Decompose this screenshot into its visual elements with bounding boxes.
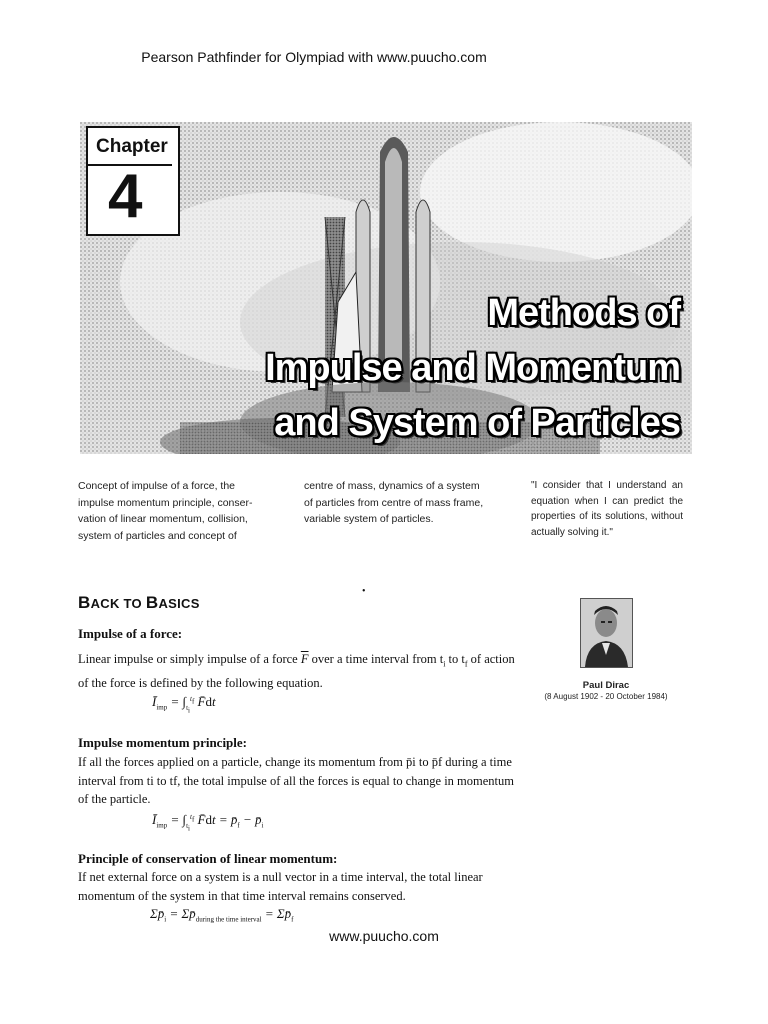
intro-column-2: [304, 478, 518, 528]
chapter-title-line-3: and System of Particles: [274, 402, 680, 444]
impulse-text-2: over a time interval from t: [311, 652, 444, 666]
intro-line: Concept of impulse of a force, the: [78, 480, 236, 492]
section-heading: [78, 593, 200, 613]
chapter-title-line-1: Methods of: [487, 292, 680, 334]
impulse-text-4: of action of the force is defined by the following equation.: [78, 652, 515, 690]
impulse-text: [78, 650, 516, 693]
conservation-heading: Principle of conservation of linear momentum:: [78, 851, 338, 866]
impulse-text-3: to t: [448, 652, 465, 666]
eq-during-subscript: during the time interval: [195, 915, 262, 924]
intro-line: impulse momentum principle, conser-: [78, 496, 253, 509]
stray-mark: •: [362, 586, 366, 597]
intro-line: of particles from centre of mass frame,: [304, 496, 484, 509]
impulse-heading: Impulse of a force:: [78, 626, 183, 641]
chapter-number: 4: [108, 162, 143, 231]
page-footer: www.puucho.com: [329, 928, 439, 944]
intro-line: vation of linear momentum, collision,: [78, 513, 248, 525]
section-heading-cap: B: [78, 593, 91, 612]
chapter-label: Chapter: [96, 136, 168, 157]
force-symbol: $\overline{F}$: [300, 652, 309, 666]
sub-f: f: [464, 659, 468, 669]
intro-line: system of particles and concept of: [78, 529, 237, 542]
chapter-title-line-2: Impulse and Momentum: [265, 347, 680, 389]
chapter-banner: [80, 122, 692, 454]
conservation-equation: $\Sigma p̄_i$ = $\Sigma p̄_{during the time interval}$ = $\Sigma p̄_f$: [150, 906, 294, 924]
section-heading-small: ACK TO: [90, 596, 146, 611]
dirac-quote: "I consider that I understand an equation when I can predict the properties of its solutions, without actually solving it.": [531, 480, 683, 538]
impulse-momentum-text: If all the forces applied on a particle, change its momentum from p̄i to p̄f during a time interval from ti to tf, the total impulse of all the forces is equal to change in momentum of the particle.: [78, 755, 514, 806]
impulse-momentum-equation: $Ī_{imp} = \int_{t_i}^{t_f}$ F̄dt = $p̄_f$ − $p̄_i$: [152, 812, 264, 832]
section-heading-cap: B: [145, 593, 159, 612]
chapter-box: [86, 126, 180, 236]
intro-line: centre of mass, dynamics of a system: [304, 480, 480, 492]
intro-line: variable system of particles.: [304, 513, 434, 525]
impulse-equation: $Ī_{imp} = \int_{t_i}^{t_f}$ F̄dt: [152, 694, 216, 714]
section-heading-small: ASICS: [158, 596, 200, 611]
portrait-dates: (8 August 1902 - 20 October 1984): [544, 692, 668, 701]
dirac-portrait: [580, 598, 633, 668]
conservation-text: If net external force on a system is a null vector in a time interval, the total linear momentum of the system in that time interval remains conserved.: [78, 870, 483, 903]
impulse-text-1: Linear impulse or simply impulse of a force: [78, 652, 298, 666]
page-header: Pearson Pathfinder for Olympiad with www.puucho.com: [141, 49, 487, 65]
sub-i: i: [443, 659, 446, 669]
portrait-name: Paul Dirac: [582, 680, 630, 691]
intro-column-1: [78, 478, 292, 544]
impulse-momentum-heading: Impulse momentum principle:: [78, 735, 247, 750]
